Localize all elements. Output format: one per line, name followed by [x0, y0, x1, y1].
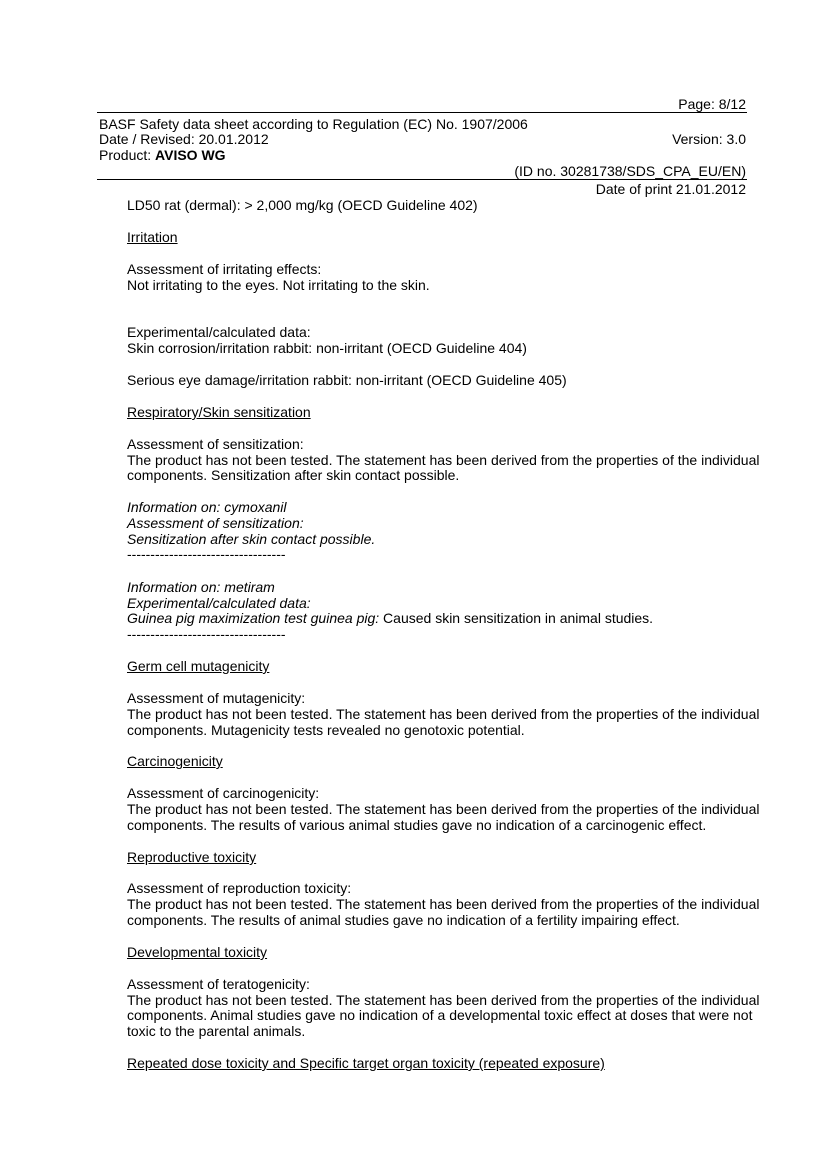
- sensitization-text-line1: The product has not been tested. The statement has been derived from the properties of the individual: [127, 452, 760, 468]
- irritation-assessment-text: Not irritating to the eyes. Not irritating to the skin.: [127, 277, 430, 293]
- cymoxanil-text: Sensitization after skin contact possible.: [127, 531, 376, 547]
- skin-irritation: Skin corrosion/irritation rabbit: non-irritant (OECD Guideline 404): [127, 340, 527, 356]
- sensitization-heading: Respiratory/Skin sensitization: [127, 404, 311, 420]
- cymoxanil-info: Information on: cymoxanil: [127, 499, 287, 515]
- product-line: [99, 147, 226, 163]
- metiram-test-label: Guinea pig maximization test guinea pig:: [127, 610, 380, 626]
- separator: ----------------------------------: [127, 626, 286, 642]
- developmental-assessment-label: Assessment of teratogenicity:: [127, 976, 310, 992]
- developmental-text-line1: The product has not been tested. The statement has been derived from the properties of the individual: [127, 992, 760, 1008]
- product-label: Product:: [99, 147, 156, 163]
- date-revised: Date / Revised: 20.01.2012: [99, 131, 269, 147]
- reproductive-text-line2: components. The results of animal studies gave no indication of a fertility impairing effect.: [127, 912, 680, 928]
- reproductive-text-line1: The product has not been tested. The statement has been derived from the properties of the individual: [127, 896, 760, 912]
- developmental-text-line3: toxic to the parental animals.: [127, 1023, 306, 1039]
- regulation-line: BASF Safety data sheet according to Regulation (EC) No. 1907/2006: [99, 116, 528, 132]
- mutagenicity-text-line2: components. Mutagenicity tests revealed no genotoxic potential.: [127, 722, 525, 738]
- metiram-test-line: [127, 610, 653, 626]
- sensitization-text-line2: components. Sensitization after skin contact possible.: [127, 467, 460, 483]
- header-bottom-rule: [97, 179, 747, 180]
- page-number: Page: 8/12: [678, 96, 746, 112]
- carcinogenicity-text-line1: The product has not been tested. The statement has been derived from the properties of the individual: [127, 801, 760, 817]
- product-name: AVISO WG: [155, 147, 226, 163]
- metiram-info: Information on: metiram: [127, 579, 275, 595]
- sensitization-assessment-label: Assessment of sensitization:: [127, 436, 304, 452]
- version: Version: 3.0: [672, 131, 746, 147]
- repeated-dose-heading: Repeated dose toxicity and Specific target organ toxicity (repeated exposure): [127, 1055, 605, 1071]
- mutagenicity-assessment-label: Assessment of mutagenicity:: [127, 690, 306, 706]
- developmental-heading: Developmental toxicity: [127, 944, 268, 960]
- developmental-text-line2: components. Animal studies gave no indication of a developmental toxic effect at doses that were not: [127, 1007, 753, 1023]
- reproductive-heading: Reproductive toxicity: [127, 849, 257, 865]
- header-top-rule: [97, 112, 747, 113]
- irritation-exp-label: Experimental/calculated data:: [127, 324, 311, 340]
- metiram-exp-label: Experimental/calculated data:: [127, 595, 311, 611]
- separator: ----------------------------------: [127, 546, 286, 562]
- mutagenicity-heading: Germ cell mutagenicity: [127, 658, 270, 674]
- carcinogenicity-assessment-label: Assessment of carcinogenicity:: [127, 785, 320, 801]
- cymoxanil-assessment: Assessment of sensitization:: [127, 515, 304, 531]
- irritation-assessment-label: Assessment of irritating effects:: [127, 261, 322, 277]
- print-date: Date of print 21.01.2012: [595, 181, 746, 197]
- mutagenicity-text-line1: The product has not been tested. The statement has been derived from the properties of the individual: [127, 706, 760, 722]
- carcinogenicity-text-line2: components. The results of various animal studies gave no indication of a carcinogenic effect.: [127, 817, 707, 833]
- metiram-test-result: Caused skin sensitization in animal studies.: [379, 610, 654, 626]
- reproductive-assessment-label: Assessment of reproduction toxicity:: [127, 880, 352, 896]
- ld50-dermal: LD50 rat (dermal): > 2,000 mg/kg (OECD Guideline 402): [127, 197, 478, 213]
- eye-irritation: Serious eye damage/irritation rabbit: non-irritant (OECD Guideline 405): [127, 372, 567, 388]
- carcinogenicity-heading: Carcinogenicity: [127, 753, 223, 769]
- document-id: (ID no. 30281738/SDS_CPA_EU/EN): [514, 163, 746, 179]
- irritation-heading: Irritation: [127, 229, 178, 245]
